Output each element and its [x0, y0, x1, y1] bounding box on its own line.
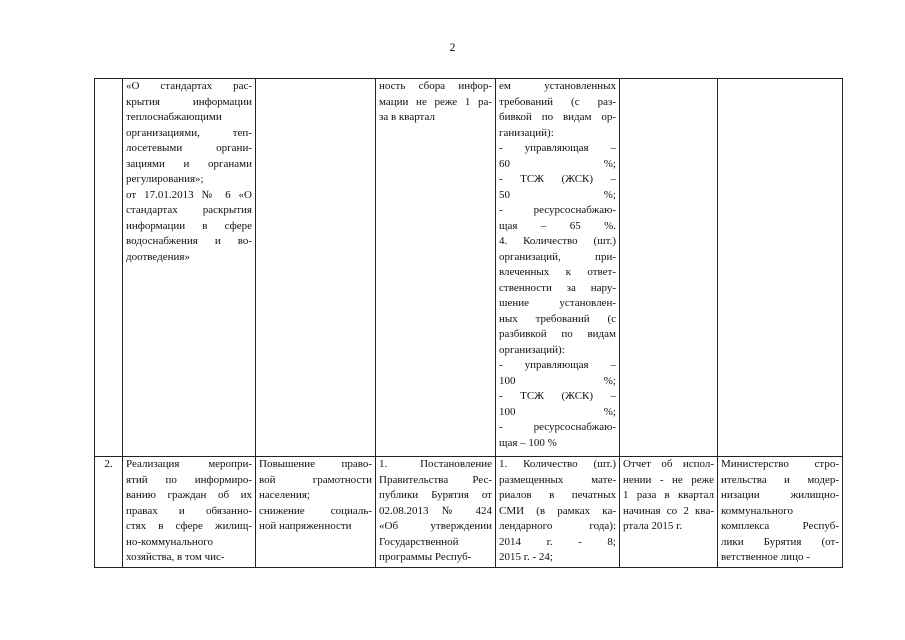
text-line: стандартах раскрытия — [126, 204, 252, 216]
text-line: ятий по информиро- — [126, 473, 252, 486]
text-line: 4. Количество (шт.) — [499, 235, 616, 247]
text-line: теплоснабжающими — [126, 111, 222, 123]
text-line: хозяйства, в том чис- — [126, 551, 225, 563]
table-row — [95, 79, 843, 457]
text-line: организациями, теп- — [126, 126, 252, 139]
text-line: требований (с раз- — [499, 95, 616, 108]
text-line: «О стандартах рас- — [126, 80, 252, 92]
text-line: 100 %; — [499, 374, 616, 387]
text-line: публики Бурятия от — [379, 489, 492, 501]
text-line: ственности за нару- — [499, 281, 616, 294]
measure-cell — [123, 79, 256, 457]
goal-cell — [256, 79, 376, 457]
text-line: 50 %; — [499, 188, 616, 201]
text-line: 100 %; — [499, 405, 616, 418]
text-line: вой грамотности — [259, 473, 372, 486]
text-line: лендарного года): — [499, 520, 616, 532]
text-line: - ресурсоснабжаю- — [499, 204, 616, 216]
text-line: - ресурсоснабжаю- — [499, 421, 616, 433]
text-line: коммунального — [721, 504, 793, 517]
text-line: щая – 100 % — [499, 436, 557, 449]
text-line: 02.08.2013 № 424 — [379, 504, 492, 517]
text-line: программы Респуб- — [379, 551, 472, 563]
text-line: влеченных к ответ- — [499, 266, 616, 278]
text-line: ной напряженности — [259, 520, 352, 532]
text-line: Отчет об испол- — [623, 458, 714, 470]
text-line: ганизаций): — [499, 126, 554, 139]
text-line: 2014 г. - 8; — [499, 535, 616, 548]
text-line: Министерство стро- — [721, 458, 839, 470]
legal-basis-cell — [376, 79, 496, 457]
row-number-cell: 2. — [95, 457, 123, 568]
text-line: 1. Постановление — [379, 458, 492, 470]
text-line: комплекса Респуб- — [721, 520, 839, 532]
report-cell — [620, 457, 718, 568]
report-cell — [620, 79, 718, 457]
text-line: щая – 65 %. — [499, 219, 616, 232]
text-line: 60 %; — [499, 157, 616, 170]
text-line: крытия информации — [126, 95, 252, 108]
text-line: снижение социаль- — [259, 504, 372, 517]
text-line: риалов в печатных — [499, 489, 616, 501]
text-line: лики Бурятия (от- — [721, 535, 839, 548]
text-line: ртала 2015 г. — [623, 520, 683, 532]
text-line: лосетевыми органи- — [126, 142, 252, 154]
text-line: организаций, при- — [499, 250, 616, 263]
text-line: за в квартал — [379, 111, 435, 123]
text-line: нении - не реже — [623, 473, 714, 486]
indicator-cell — [496, 79, 620, 457]
text-line: разбивкой по видам — [499, 328, 616, 340]
text-line: 1 раза в квартал — [623, 489, 714, 501]
text-line: ность сбора инфор- — [379, 80, 492, 92]
text-line: «Об утверждении — [379, 520, 492, 532]
text-line: Реализация меропри- — [126, 458, 252, 470]
text-line: - управляющая – — [499, 359, 616, 371]
text-line: стях в сфере жилищ- — [126, 520, 252, 532]
text-line: бивкой по видам ор- — [499, 111, 616, 123]
goal-cell — [256, 457, 376, 568]
indicator-cell — [496, 457, 620, 568]
page-number: 2 — [449, 40, 456, 54]
text-line: начиная со 2 ква- — [623, 504, 714, 517]
row-number-cell — [95, 79, 123, 457]
text-line: Правительства Рес- — [379, 473, 492, 486]
text-line: ветственное лицо - — [721, 551, 810, 563]
text-line: - ТСЖ (ЖСК) – — [499, 173, 616, 185]
text-line: доотведения» — [126, 250, 190, 263]
text-line: - управляющая – — [499, 142, 616, 154]
table-row — [95, 457, 843, 568]
text-line: - ТСЖ (ЖСК) – — [499, 390, 616, 402]
text-line: размещенных мате- — [499, 473, 616, 486]
text-line: 2015 г. - 24; — [499, 551, 553, 563]
text-line: информации в сфере — [126, 219, 252, 232]
text-line: Повышение право- — [259, 458, 372, 470]
text-line: мации не реже 1 ра- — [379, 95, 492, 108]
text-line: ем установленных — [499, 80, 616, 92]
text-line: регулирования»; — [126, 173, 204, 185]
text-line: водоснабжения и во- — [126, 235, 252, 247]
legal-basis-cell — [376, 457, 496, 568]
text-line: зациями и органами — [126, 157, 252, 170]
text-line: низации жилищно- — [721, 489, 839, 501]
text-line: шение установлен- — [499, 297, 616, 309]
text-line: Государственной — [379, 535, 459, 548]
text-line: организаций): — [499, 343, 565, 356]
text-line: ительства и модер- — [721, 473, 839, 486]
responsible-cell — [718, 457, 843, 568]
text-line: но-коммунального — [126, 535, 214, 548]
text-line: ванию граждан об их — [126, 489, 252, 501]
text-line: СМИ (в рамках ка- — [499, 504, 616, 517]
responsible-cell — [718, 79, 843, 457]
text-line: 1. Количество (шт.) — [499, 458, 616, 470]
text-line: правах и обязанно- — [126, 504, 252, 517]
text-line: ных требований (с — [499, 312, 616, 325]
document-table — [94, 78, 843, 568]
text-line: населения; — [259, 489, 310, 501]
text-line: от 17.01.2013 № 6 «О — [126, 188, 252, 201]
measure-cell — [123, 457, 256, 568]
